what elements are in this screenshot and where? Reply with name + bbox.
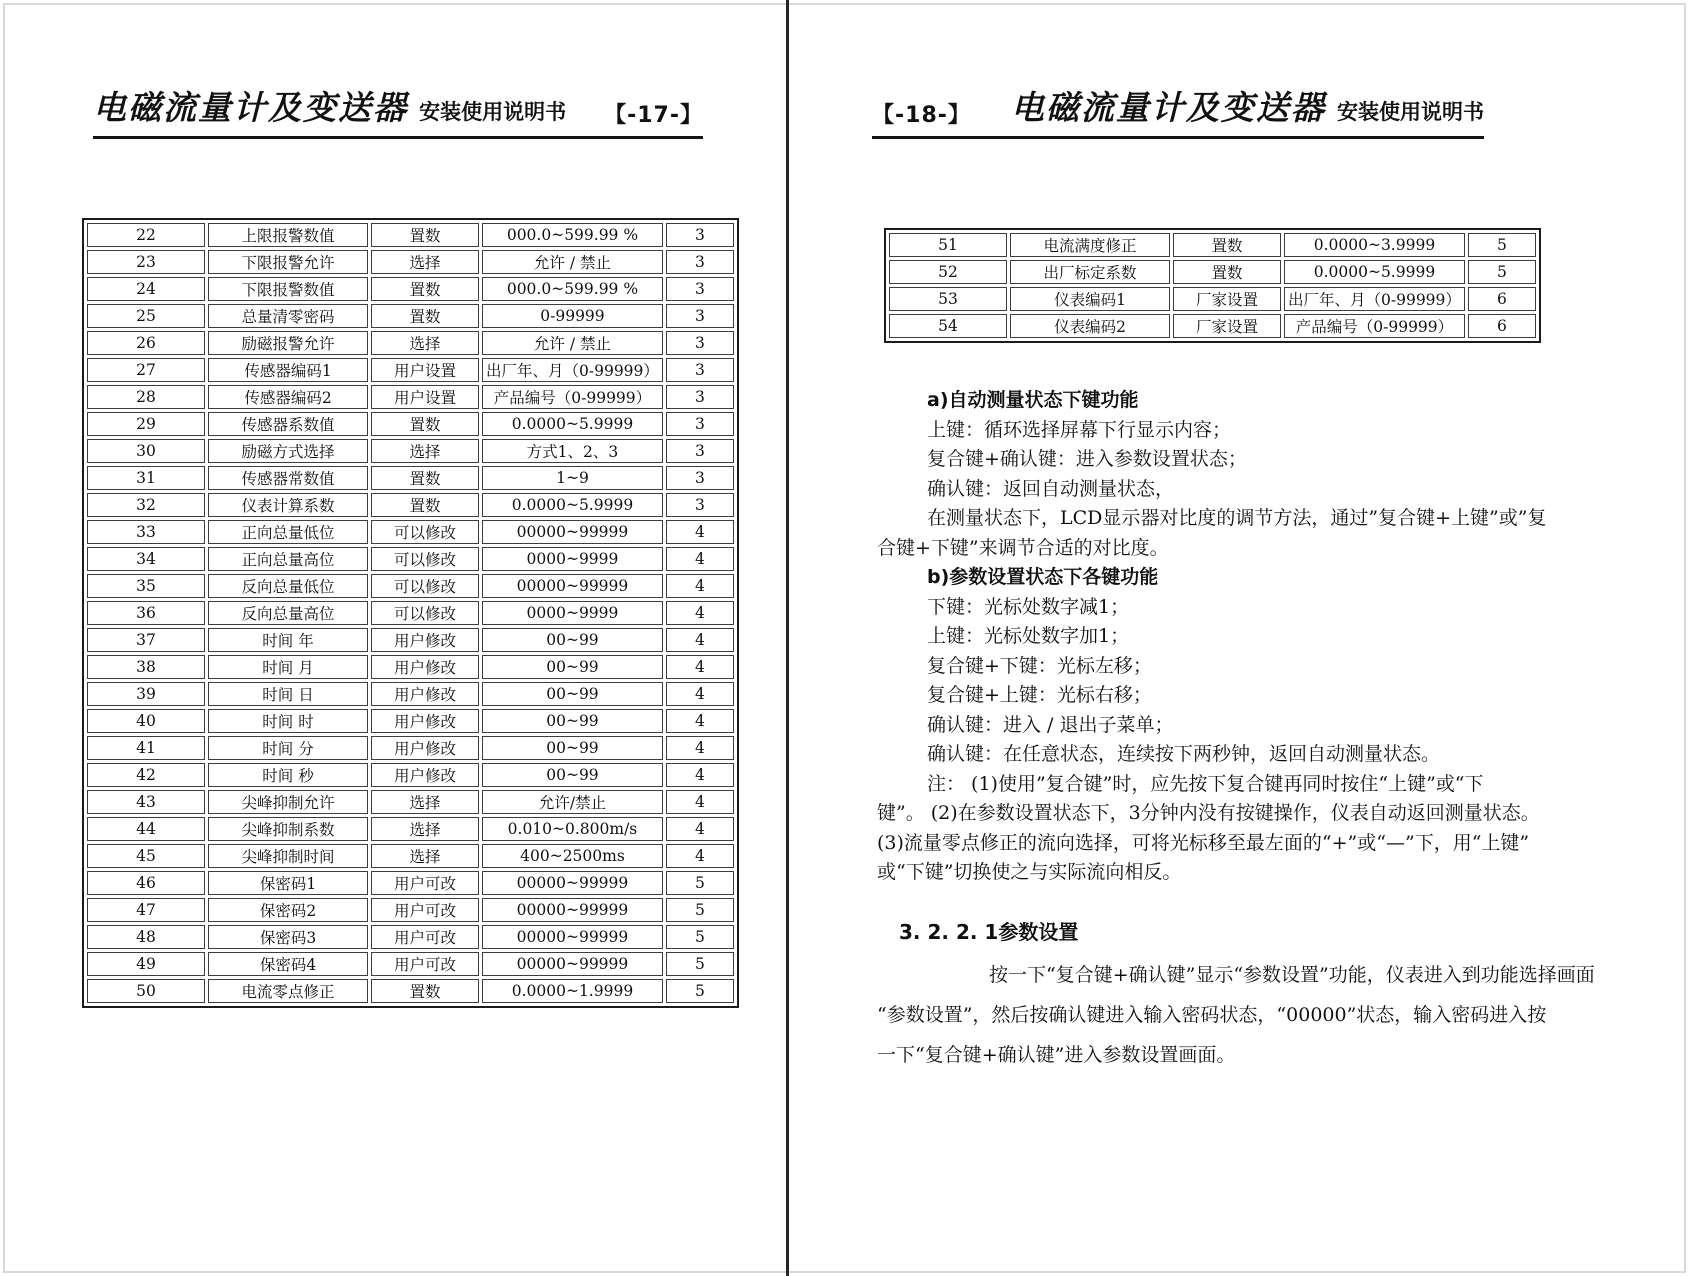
- table-cell: 尖峰抑制时间: [208, 844, 368, 868]
- table-cell: 54: [889, 314, 1007, 338]
- table-cell: 48: [87, 925, 205, 949]
- text-line: 在测量状态下，LCD显示器对比度的调节方法，通过”复合键+上键”或”复: [927, 507, 1547, 529]
- table-cell: 4: [666, 682, 734, 706]
- table-cell: 34: [87, 547, 205, 571]
- table-row: [87, 547, 734, 571]
- table-row: [87, 493, 734, 517]
- table-cell: 4: [666, 709, 734, 733]
- table-row: [87, 817, 734, 841]
- table-cell: 置数: [371, 493, 479, 517]
- table-cell: 50: [87, 979, 205, 1003]
- table-cell: 24: [87, 277, 205, 301]
- table-cell: 4: [666, 655, 734, 679]
- table-cell: 时间 年: [208, 628, 368, 652]
- parameter-table-17: [82, 218, 739, 1008]
- table-cell: 00~99: [482, 736, 663, 760]
- table-cell: 29: [87, 412, 205, 436]
- table-cell: 00000~99999: [482, 520, 663, 544]
- table-cell: 可以修改: [371, 547, 479, 571]
- section-heading: b)参数设置状态下各键功能: [927, 566, 1159, 588]
- page17-header: [93, 82, 703, 139]
- table-cell: 32: [87, 493, 205, 517]
- table-cell: 28: [87, 385, 205, 409]
- table-row: [87, 412, 734, 436]
- table-cell: 厂家设置: [1173, 287, 1281, 311]
- table-cell: 0000~9999: [482, 601, 663, 625]
- text-line: 合键+下键”来调节合适的对比度。: [877, 536, 1169, 559]
- table-cell: 选择: [371, 331, 479, 355]
- table-cell: 用户可改: [371, 898, 479, 922]
- text-line: 上键：循环选择屏幕下行显示内容；: [927, 418, 1232, 441]
- table-cell: 选择: [371, 439, 479, 463]
- table-cell: 置数: [371, 277, 479, 301]
- table-row: [87, 979, 734, 1003]
- table-cell: 0.010~0.800m/s: [482, 817, 663, 841]
- table-cell: 用户可改: [371, 925, 479, 949]
- table-cell: 尖峰抑制系数: [208, 817, 368, 841]
- table-cell: 6: [1468, 314, 1536, 338]
- table-cell: 置数: [1173, 233, 1281, 257]
- text-line: 或“下键”切换使之与实际流向相反。: [877, 861, 1182, 883]
- table-cell: 用户设置: [371, 358, 479, 382]
- table-row: [87, 736, 734, 760]
- table-cell: 26: [87, 331, 205, 355]
- table-cell: 0.0000~5.9999: [482, 493, 663, 517]
- table-cell: 传感器系数值: [208, 412, 368, 436]
- table-cell: 电流满度修正: [1010, 233, 1170, 257]
- table-cell: 37: [87, 628, 205, 652]
- book-title: 电磁流量计及变送器: [93, 88, 408, 127]
- page-18: [789, 0, 1689, 1276]
- table-cell: 00~99: [482, 655, 663, 679]
- table-cell: 3: [666, 358, 734, 382]
- table-cell: 方式1、2、3: [482, 439, 663, 463]
- table-cell: 可以修改: [371, 520, 479, 544]
- table-cell: 52: [889, 260, 1007, 284]
- table-cell: 0000~9999: [482, 547, 663, 571]
- text-line: 确认键：在任意状态，连续按下两秒钟，返回自动测量状态。: [927, 743, 1441, 765]
- table-cell: 置数: [371, 466, 479, 490]
- table-row: [87, 898, 734, 922]
- table-cell: 4: [666, 601, 734, 625]
- table-cell: 0-99999: [482, 304, 663, 328]
- table-cell: 36: [87, 601, 205, 625]
- table-cell: 27: [87, 358, 205, 382]
- table-cell: 4: [666, 547, 734, 571]
- table-cell: 4: [666, 736, 734, 760]
- table-cell: 3: [666, 493, 734, 517]
- table-cell: 允许/禁止: [482, 790, 663, 814]
- table-cell: 46: [87, 871, 205, 895]
- table-cell: 5: [1468, 233, 1536, 257]
- table-row: [87, 925, 734, 949]
- table-cell: 41: [87, 736, 205, 760]
- table-cell: 反向总量高位: [208, 601, 368, 625]
- table-cell: 22: [87, 223, 205, 247]
- book-subtitle: 安装使用说明书: [1337, 100, 1484, 124]
- table-cell: 总量清零密码: [208, 304, 368, 328]
- table-cell: 33: [87, 520, 205, 544]
- page18-body-text: [877, 386, 1595, 1075]
- table-row: [889, 233, 1536, 257]
- text-line: 注： (1)使用”复合键”时，应先按下复合键再同时按住“上键”或“下: [927, 772, 1484, 795]
- table-cell: 产品编号（0-99999）: [482, 385, 663, 409]
- table-cell: 时间 分: [208, 736, 368, 760]
- text-line: “参数设置”，然后按确认键进入输入密码状态，“00000”状态，输入密码进入按: [877, 1004, 1547, 1026]
- table-cell: 45: [87, 844, 205, 868]
- table-cell: 时间 日: [208, 682, 368, 706]
- table-row: [889, 314, 1536, 338]
- table-cell: 0.0000~5.9999: [482, 412, 663, 436]
- book-subtitle: 安装使用说明书: [419, 100, 567, 124]
- table-row: [87, 844, 734, 868]
- text-line: 复合键+上键：光标右移；: [927, 684, 1152, 706]
- table-cell: 0.0000~3.9999: [1284, 233, 1465, 257]
- table-cell: 3: [666, 385, 734, 409]
- text-line: 一下“复合键+确认键”进入参数设置画面。: [877, 1044, 1236, 1066]
- page17-title-group: [93, 82, 566, 129]
- table-cell: 允许 / 禁止: [482, 331, 663, 355]
- table-cell: 励磁方式选择: [208, 439, 368, 463]
- table-row: [87, 790, 734, 814]
- table-cell: 6: [1468, 287, 1536, 311]
- table-cell: 下限报警数值: [208, 277, 368, 301]
- table-cell: 5: [666, 898, 734, 922]
- table-cell: 出厂标定系数: [1010, 260, 1170, 284]
- table-cell: 4: [666, 817, 734, 841]
- text-line: 下键：光标处数字减1；: [927, 595, 1130, 618]
- table-cell: 仪表计算系数: [208, 493, 368, 517]
- table-cell: 用户修改: [371, 682, 479, 706]
- table-row: [87, 655, 734, 679]
- table-cell: 5: [1468, 260, 1536, 284]
- text-line: 上键：光标处数字加1；: [927, 625, 1130, 647]
- table-row: [87, 277, 734, 301]
- table-cell: 用户修改: [371, 709, 479, 733]
- table-cell: 置数: [371, 979, 479, 1003]
- text-line: 按一下“复合键+确认键”显示“参数设置”功能，仪表进入到功能选择画面: [989, 964, 1595, 986]
- table-cell: 3: [666, 439, 734, 463]
- table-cell: 39: [87, 682, 205, 706]
- table-cell: 选择: [371, 790, 479, 814]
- table-cell: 30: [87, 439, 205, 463]
- table-cell: 3: [666, 331, 734, 355]
- table-cell: 时间 秒: [208, 763, 368, 787]
- table-cell: 0.0000~5.9999: [1284, 260, 1465, 284]
- table-cell: 保密码2: [208, 898, 368, 922]
- table-cell: 000.0~599.99 %: [482, 277, 663, 301]
- table-cell: 00~99: [482, 763, 663, 787]
- text-line: 复合键+下键：光标左移；: [927, 654, 1152, 677]
- table-cell: 31: [87, 466, 205, 490]
- table-cell: 0.0000~1.9999: [482, 979, 663, 1003]
- table-cell: 4: [666, 790, 734, 814]
- table-row: [87, 574, 734, 598]
- page-number-17: 【-17-】: [604, 103, 703, 128]
- table-cell: 出厂年、月（0-99999）: [1284, 287, 1465, 311]
- table-cell: 5: [666, 979, 734, 1003]
- table-cell: 5: [666, 925, 734, 949]
- table-row: [87, 466, 734, 490]
- table-cell: 00~99: [482, 628, 663, 652]
- table-cell: 000.0~599.99 %: [482, 223, 663, 247]
- table-cell: 电流零点修正: [208, 979, 368, 1003]
- text-line: 确认键：进入 / 退出子菜单；: [927, 713, 1174, 736]
- table-row: [87, 223, 734, 247]
- table-row: [889, 287, 1536, 311]
- table-cell: 置数: [1173, 260, 1281, 284]
- table-cell: 尖峰抑制允许: [208, 790, 368, 814]
- table-cell: 00~99: [482, 682, 663, 706]
- table-cell: 35: [87, 574, 205, 598]
- table-cell: 正向总量低位: [208, 520, 368, 544]
- table-cell: 4: [666, 844, 734, 868]
- table-cell: 反向总量低位: [208, 574, 368, 598]
- text-line: 确认键：返回自动测量状态，: [927, 477, 1175, 500]
- table-cell: 置数: [371, 304, 479, 328]
- table-cell: 置数: [371, 223, 479, 247]
- table-cell: 仪表编码1: [1010, 287, 1170, 311]
- table-cell: 时间 时: [208, 709, 368, 733]
- table-row: [889, 260, 1536, 284]
- table-cell: 00000~99999: [482, 925, 663, 949]
- table-cell: 厂家设置: [1173, 314, 1281, 338]
- table-row: [87, 304, 734, 328]
- table-cell: 3: [666, 304, 734, 328]
- table-cell: 用户修改: [371, 655, 479, 679]
- table-cell: 00~99: [482, 709, 663, 733]
- table-cell: 47: [87, 898, 205, 922]
- table-cell: 产品编号（0-99999）: [1284, 314, 1465, 338]
- table-cell: 保密码1: [208, 871, 368, 895]
- table-cell: 选择: [371, 250, 479, 274]
- table-cell: 25: [87, 304, 205, 328]
- table-cell: 1~9: [482, 466, 663, 490]
- table-cell: 4: [666, 763, 734, 787]
- table-cell: 40: [87, 709, 205, 733]
- table-cell: 00000~99999: [482, 952, 663, 976]
- table-cell: 正向总量高位: [208, 547, 368, 571]
- page-number-18: 【-18-】: [872, 103, 971, 128]
- table-cell: 传感器编码2: [208, 385, 368, 409]
- table-cell: 可以修改: [371, 574, 479, 598]
- table-cell: 保密码3: [208, 925, 368, 949]
- table-row: [87, 709, 734, 733]
- table-row: [87, 682, 734, 706]
- text-line: (3)流量零点修正的流向选择，可将光标移至最左面的“+”或“—”下，用“上键”: [877, 831, 1530, 854]
- page-17: [0, 0, 786, 1276]
- table-cell: 400~2500ms: [482, 844, 663, 868]
- table-cell: 上限报警数值: [208, 223, 368, 247]
- table-cell: 4: [666, 574, 734, 598]
- text-line: 键”。 (2)在参数设置状态下，3分钟内没有按键操作，仪表自动返回测量状态。: [877, 802, 1540, 824]
- table-cell: 用户可改: [371, 871, 479, 895]
- table-cell: 传感器常数值: [208, 466, 368, 490]
- table-cell: 用户修改: [371, 763, 479, 787]
- section-heading: a)自动测量状态下键功能: [927, 389, 1139, 411]
- table-cell: 00000~99999: [482, 871, 663, 895]
- page18-header: [872, 82, 1484, 139]
- table-cell: 53: [889, 287, 1007, 311]
- table-cell: 励磁报警允许: [208, 331, 368, 355]
- table-cell: 00000~99999: [482, 574, 663, 598]
- table-cell: 49: [87, 952, 205, 976]
- table-cell: 下限报警允许: [208, 250, 368, 274]
- table-row: [87, 358, 734, 382]
- table-cell: 用户修改: [371, 628, 479, 652]
- table-cell: 4: [666, 628, 734, 652]
- table-cell: 00000~99999: [482, 898, 663, 922]
- table-cell: 用户修改: [371, 736, 479, 760]
- table-cell: 出厂年、月（0-99999）: [482, 358, 663, 382]
- table-row: [87, 385, 734, 409]
- page18-title-group: [1011, 82, 1484, 129]
- table-cell: 可以修改: [371, 601, 479, 625]
- table-cell: 3: [666, 412, 734, 436]
- table-row: [87, 520, 734, 544]
- table-cell: 选择: [371, 844, 479, 868]
- table-cell: 5: [666, 871, 734, 895]
- table-row: [87, 250, 734, 274]
- table-row: [87, 763, 734, 787]
- table-cell: 3: [666, 466, 734, 490]
- table-row: [87, 601, 734, 625]
- table-cell: 仪表编码2: [1010, 314, 1170, 338]
- table-row: [87, 439, 734, 463]
- table-cell: 保密码4: [208, 952, 368, 976]
- table-row: [87, 952, 734, 976]
- table-cell: 允许 / 禁止: [482, 250, 663, 274]
- table-cell: 44: [87, 817, 205, 841]
- parameter-table-18: [884, 228, 1541, 343]
- table-cell: 传感器编码1: [208, 358, 368, 382]
- table-row: [87, 871, 734, 895]
- table-cell: 3: [666, 277, 734, 301]
- section-heading: 3. 2. 2. 1参数设置: [899, 919, 1079, 944]
- table-cell: 时间 月: [208, 655, 368, 679]
- table-cell: 23: [87, 250, 205, 274]
- table-cell: 置数: [371, 412, 479, 436]
- table-cell: 42: [87, 763, 205, 787]
- table-cell: 38: [87, 655, 205, 679]
- table-cell: 用户设置: [371, 385, 479, 409]
- text-line: 复合键+确认键：进入参数设置状态；: [927, 448, 1247, 470]
- table-cell: 4: [666, 520, 734, 544]
- table-row: [87, 628, 734, 652]
- table-cell: 43: [87, 790, 205, 814]
- table-cell: 选择: [371, 817, 479, 841]
- table-cell: 5: [666, 952, 734, 976]
- table-cell: 用户可改: [371, 952, 479, 976]
- table-cell: 3: [666, 250, 734, 274]
- table-cell: 3: [666, 223, 734, 247]
- book-title: 电磁流量计及变送器: [1010, 88, 1326, 127]
- table-row: [87, 331, 734, 355]
- table-cell: 51: [889, 233, 1007, 257]
